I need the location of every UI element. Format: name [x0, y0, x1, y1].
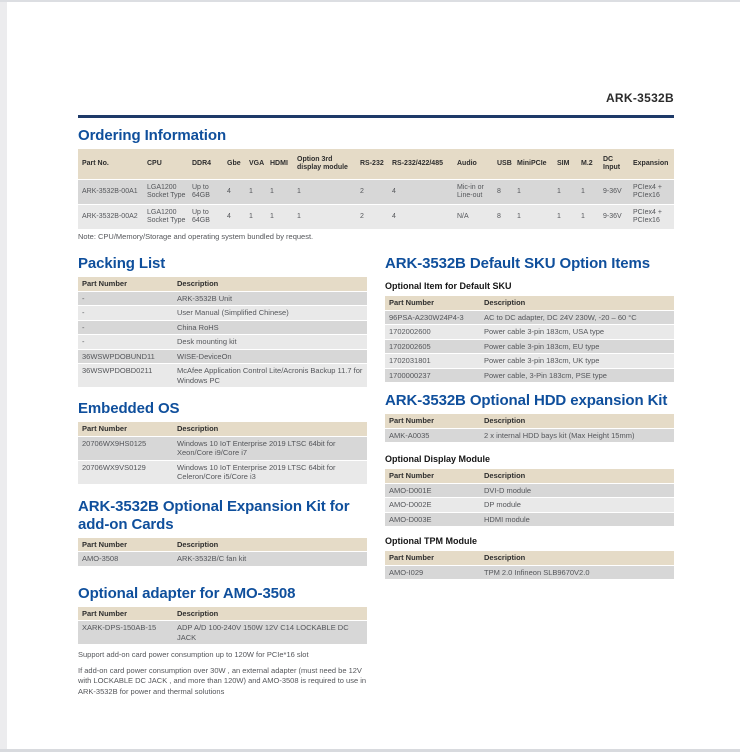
- table-row: [385, 354, 674, 368]
- hdd-kit-table: [385, 414, 674, 442]
- table-row: [385, 340, 674, 354]
- desc-cell: Power cable, 3-Pin 183cm, PSE type: [484, 370, 607, 380]
- cell: 1: [249, 187, 253, 195]
- adapter-table: [78, 607, 367, 645]
- part-number-header: Part Number: [82, 539, 128, 549]
- desc-cell: Power cable 3-pin 183cm, USA type: [484, 327, 605, 336]
- cell: 1: [297, 212, 301, 220]
- left-column: [78, 246, 367, 697]
- cell: 1: [581, 212, 585, 220]
- cell: LGA1200 Socket Type: [147, 183, 186, 199]
- cell: 4: [392, 212, 396, 220]
- col-header: DC Input: [603, 155, 621, 171]
- part-number-header: Part Number: [389, 298, 435, 307]
- table-row: [78, 621, 367, 644]
- display-module-table: [385, 469, 674, 526]
- desc-cell: WISE-DeviceOn: [177, 351, 232, 361]
- packing-title: Packing List: [78, 255, 166, 272]
- table-row: [385, 566, 674, 580]
- table-row: [78, 335, 367, 349]
- desc-cell: McAfee Application Control Lite/Acronis Backup 11.7 for Windows PC: [177, 366, 363, 385]
- desc-cell: Power cable 3-pin 183cm, EU type: [484, 341, 600, 351]
- desc-cell: Power cable 3-pin 183cm, UK type: [484, 356, 600, 365]
- part-cell: 1702002600: [389, 327, 431, 336]
- table-row: [385, 498, 674, 512]
- table-row: [385, 513, 674, 527]
- table-header-row: [385, 469, 674, 483]
- desc-cell: AC to DC adapter, DC 24V 230W, -20 – 60 °C: [484, 312, 637, 322]
- description-header: Description: [177, 424, 219, 433]
- cell: 1: [581, 187, 585, 195]
- col-header: CPU: [147, 159, 162, 167]
- col-header: RS-232: [360, 159, 384, 167]
- part-cell: XARK-DPS-150AB-15: [82, 623, 157, 632]
- part-cell: AMO-3508: [82, 554, 119, 563]
- default-sku-table: [385, 296, 674, 382]
- col-header: Option 3rd display module: [297, 155, 348, 171]
- part-number-header: Part Number: [82, 279, 128, 288]
- cell: PCIex4 + PCIex16: [633, 183, 662, 199]
- part-cell: 20706WX9VS0129: [82, 462, 146, 472]
- col-header: Gbe: [227, 159, 241, 167]
- desc-cell: China RoHS: [177, 322, 219, 332]
- hdd-kit-title: ARK-3532B Optional HDD expansion Kit: [385, 392, 668, 409]
- cell: 1: [517, 212, 521, 220]
- part-cell: 20706WX9HS0125: [82, 438, 147, 448]
- col-header: Audio: [457, 159, 477, 167]
- table-header-row: [78, 422, 367, 436]
- part-cell: 1700000237: [389, 370, 431, 380]
- description-header: Description: [177, 539, 219, 549]
- table-header-row: [78, 607, 367, 621]
- cell: ARK-3532B-00A2: [82, 212, 138, 220]
- desc-cell: ARK-3532B/C fan kit: [177, 554, 247, 563]
- table-row: [78, 350, 367, 364]
- part-cell: AMO-D001E: [389, 485, 432, 495]
- table-row: [78, 461, 367, 484]
- cell: 2: [360, 187, 364, 195]
- desc-cell: TPM 2.0 Infineon SLB9670V2.0: [484, 567, 590, 577]
- part-number-header: Part Number: [82, 608, 128, 618]
- col-header: Part No.: [82, 159, 109, 167]
- table-row: [78, 552, 367, 566]
- table-header-row: [385, 414, 674, 428]
- table-row: [78, 437, 367, 460]
- desc-cell: Desk mounting kit: [177, 337, 237, 346]
- header-rule: [78, 115, 674, 118]
- ordering-note: Note: CPU/Memory/Storage and operating system bundled by request.: [78, 232, 314, 241]
- part-number-header: Part Number: [389, 416, 435, 425]
- display-module-subtitle: Optional Display Module: [385, 454, 491, 464]
- col-header: M.2: [581, 159, 593, 167]
- part-cell: -: [82, 322, 85, 332]
- cell: 9-36V: [603, 187, 622, 195]
- table-row: [78, 321, 367, 335]
- description-header: Description: [484, 298, 526, 307]
- cell: 1: [517, 187, 521, 195]
- part-cell: -: [82, 308, 85, 317]
- cell: 4: [392, 187, 396, 195]
- adapter-note-1: Support add-on card power consumption up to 120W for PCIe*16 slot: [78, 650, 309, 659]
- cell: 1: [270, 212, 274, 220]
- col-header: HDMI: [270, 159, 288, 167]
- description-header: Description: [484, 471, 526, 480]
- part-number-header: Part Number: [82, 424, 128, 433]
- cell: 9-36V: [603, 212, 622, 220]
- adapter-title: Optional adapter for AMO-3508: [78, 584, 296, 602]
- cell: LGA1200 Socket Type: [147, 208, 186, 224]
- right-column: [385, 246, 674, 697]
- col-header: USB: [497, 159, 512, 167]
- table-row: [385, 311, 674, 325]
- ordering-title: Ordering Information: [78, 127, 227, 144]
- description-header: Description: [177, 279, 219, 288]
- desc-cell: DP module: [484, 500, 521, 509]
- tpm-module-table: [385, 551, 674, 579]
- table-header-row: [385, 296, 674, 310]
- cell: 1: [270, 187, 274, 195]
- page-content: [78, 0, 674, 697]
- default-sku-title: ARK-3532B Default SKU Option Items: [385, 255, 650, 272]
- col-header: RS-232/422/485: [392, 159, 443, 167]
- table-row: [385, 429, 674, 443]
- ordering-row-00A2: [78, 205, 674, 229]
- ordering-header-row: [78, 149, 674, 179]
- cell: 1: [249, 212, 253, 220]
- ordering-table: [78, 149, 674, 229]
- cell: 8: [497, 187, 501, 195]
- part-cell: AMO-D003E: [389, 514, 432, 524]
- embedded-os-table: [78, 422, 367, 484]
- expansion-kit-table: [78, 538, 367, 566]
- desc-cell: Windows 10 IoT Enterprise 2019 LTSC 64bit for Xeon/Core i9/Core i7: [177, 438, 336, 457]
- cell: 4: [227, 212, 231, 220]
- embedded-os-title: Embedded OS: [78, 400, 180, 417]
- part-cell: 1702002605: [389, 341, 431, 351]
- cell: 1: [557, 212, 561, 220]
- cell: 8: [497, 212, 501, 220]
- description-header: Description: [484, 553, 526, 562]
- cell: Up to 64GB: [192, 208, 210, 224]
- cell: 1: [297, 187, 301, 195]
- table-row: [78, 306, 367, 320]
- cell: N/A: [457, 212, 469, 220]
- table-row: [78, 292, 367, 306]
- desc-cell: ADP A/D 100-240V 150W 12V C14 LOCKABLE DC JACK: [177, 623, 349, 642]
- desc-cell: Windows 10 IoT Enterprise 2019 LTSC 64bit for Celeron/Core i5/Core i3: [177, 462, 336, 481]
- table-header-row: [78, 538, 367, 552]
- tpm-module-subtitle: Optional TPM Module: [385, 536, 477, 546]
- col-header: VGA: [249, 159, 265, 167]
- desc-cell: User Manual (Simplified Chinese): [177, 308, 289, 317]
- packing-table: [78, 277, 367, 387]
- part-cell: AMO-D002E: [389, 500, 432, 509]
- adapter-note-2: If add-on card power consumption over 30W , an external adapter (must need be 12V with LOCKABLE DC JACK , and more than 120W) and AMO-3508 is required to use in ARK-3532B for power and thermal solutions: [78, 665, 367, 696]
- cell: 4: [227, 187, 231, 195]
- table-row: [385, 369, 674, 383]
- col-header: SIM: [557, 159, 570, 167]
- cell: PCIex4 + PCIex16: [633, 208, 662, 224]
- desc-cell: ARK-3532B Unit: [177, 293, 233, 303]
- table-row: [78, 364, 367, 387]
- ordering-row-00A1: [78, 180, 674, 204]
- desc-cell: 2 x internal HDD bays kit (Max Height 15mm): [484, 430, 635, 440]
- col-header: Expansion: [633, 159, 669, 167]
- part-cell: 36WSWPDOBUND11: [82, 351, 155, 361]
- default-sku-subtitle: Optional Item for Default SKU: [385, 281, 512, 291]
- part-cell: -: [82, 293, 85, 303]
- table-header-row: [385, 551, 674, 565]
- table-row: [385, 484, 674, 498]
- part-cell: AMO-I029: [389, 567, 424, 577]
- cell: Mic-in or Line-out: [457, 183, 484, 199]
- cell: 2: [360, 212, 364, 220]
- description-header: Description: [177, 608, 219, 618]
- cell: ARK-3532B-00A1: [82, 187, 138, 195]
- table-row: [385, 325, 674, 339]
- desc-cell: HDMI module: [484, 514, 530, 524]
- part-number-header: Part Number: [389, 471, 435, 480]
- part-cell: -: [82, 337, 85, 346]
- page-left-margin: [0, 2, 7, 752]
- desc-cell: DVI-D module: [484, 485, 532, 495]
- col-header: MiniPCIe: [517, 159, 547, 167]
- expansion-kit-title: ARK-3532B Optional Expansion Kit for add-on Cards: [78, 497, 350, 533]
- product-code: ARK-3532B: [605, 91, 674, 105]
- cell: 1: [557, 187, 561, 195]
- part-cell: 1702031801: [389, 356, 431, 365]
- col-header: DDR4: [192, 159, 212, 167]
- part-cell: 96PSA-A230W24P4-3: [389, 312, 464, 322]
- table-header-row: [78, 277, 367, 291]
- part-number-header: Part Number: [389, 553, 435, 562]
- part-cell: 36WSWPDOBD0211: [82, 366, 153, 375]
- cell: Up to 64GB: [192, 183, 210, 199]
- part-cell: AMK-A0035: [389, 430, 430, 440]
- description-header: Description: [484, 416, 526, 425]
